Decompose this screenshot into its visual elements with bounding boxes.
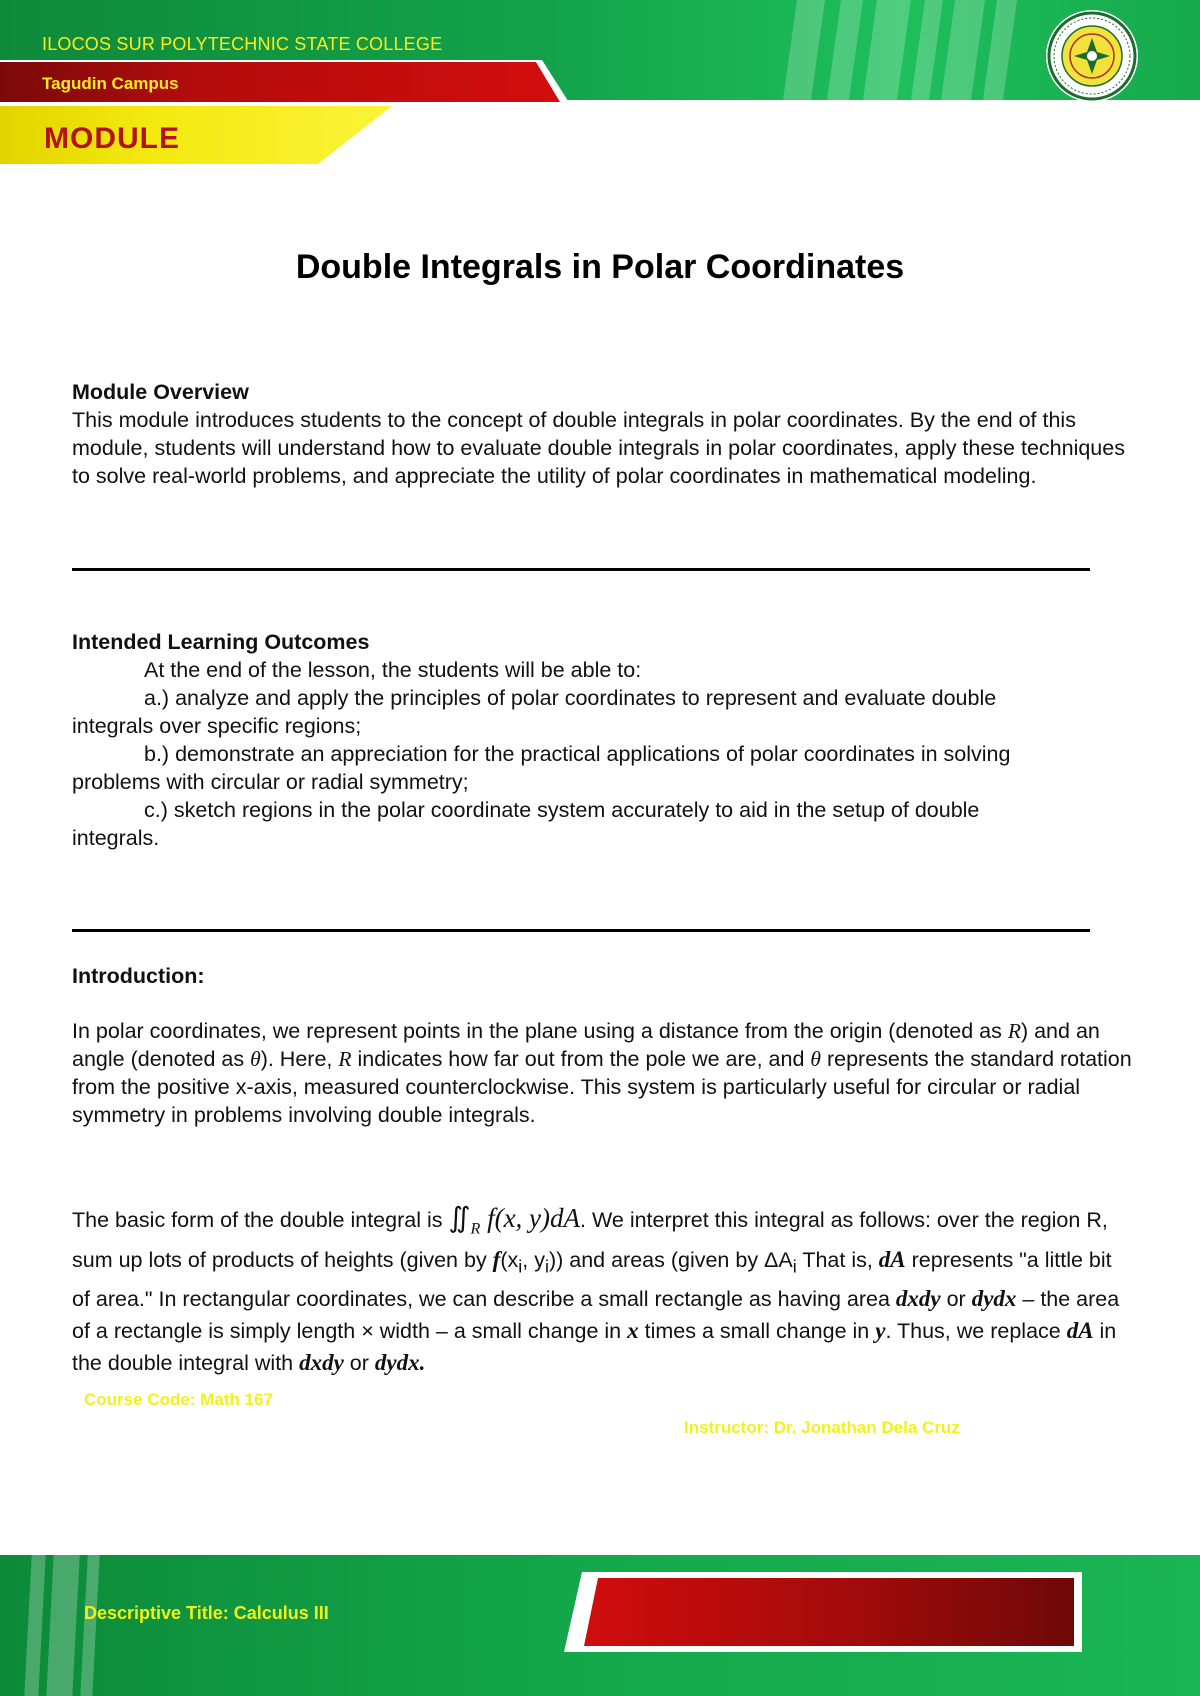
math-symbol-r: R (1007, 1019, 1021, 1043)
footer-stripes (20, 1555, 110, 1696)
introduction-heading: Introduction: (72, 964, 205, 988)
math-dA: dA (878, 1247, 906, 1273)
section-divider (72, 568, 1090, 571)
introduction-paragraph-2 (72, 1203, 1132, 1379)
module-overview-text: This module introduces students to the concept of double integrals in polar coordinates. By the end of this module, students will understand how to evaluate double integrals in polar coordinates, apply these techniques to solve real-world problems, and appreciate the utility of polar coordinates in mathematical modeling. (72, 408, 1125, 488)
math-x: x (627, 1317, 639, 1343)
intro-text: That is, (796, 1248, 879, 1273)
intro-text: times a small change in (638, 1318, 876, 1343)
intro-text: ). Here, (260, 1047, 339, 1071)
intro-text: . Thus, we replace (885, 1318, 1067, 1343)
integral-region-label: R (470, 1220, 481, 1238)
integrand: f(x, y)dA (480, 1203, 581, 1233)
introduction-heading-block (72, 962, 1132, 990)
outcome-item-c-line2: integrals. (72, 826, 160, 850)
intro-text: or (940, 1286, 972, 1311)
subscript-i: i (518, 1256, 523, 1277)
college-name: ILOCOS SUR POLYTECHNIC STATE COLLEGE (42, 34, 443, 54)
math-symbol-f: f (492, 1247, 501, 1273)
intro-text: represents "a little bit of area." In rectangular coordinates, we can describe a small rectangle as having area (72, 1248, 1112, 1311)
module-overview-section (72, 378, 1132, 490)
math-symbol-r: R (338, 1047, 352, 1071)
introduction-paragraph-1 (72, 1017, 1132, 1129)
math-y: y (875, 1317, 886, 1343)
intro-text: . We interpret this integral as follows: over the region R, sum up lots of products of heights (given by (72, 1208, 1108, 1273)
math-symbol-theta: θ (810, 1047, 821, 1071)
intro-text: ) and an angle (denoted as (72, 1019, 1100, 1071)
college-seal-icon (1044, 8, 1140, 104)
outcome-item-a-line1: a.) analyze and apply the principles of polar coordinates to represent and evaluate double (144, 686, 997, 710)
intro-text: represents the standard rotation from the positive x-axis, measured counterclockwise. This system is particularly useful for circular or radial symmetry in problems involving double integrals. (72, 1047, 1132, 1127)
instructor-name: Instructor: Dr. Jonathan Dela Cruz (684, 1418, 960, 1437)
intro-text: (x (500, 1248, 519, 1273)
subscript-i: i (544, 1256, 549, 1277)
subscript-i: i (792, 1256, 797, 1277)
module-overview-heading: Module Overview (72, 380, 249, 404)
math-dA: dA (1066, 1317, 1094, 1343)
double-integral-sign: ∬ (448, 1203, 471, 1234)
module-label: MODULE (44, 122, 180, 155)
intro-text: , y (522, 1248, 545, 1273)
section-divider (72, 929, 1090, 932)
document-title: Double Integrals in Polar Coordinates (295, 248, 905, 286)
outcome-item-c-line1: c.) sketch regions in the polar coordinate system accurately to aid in the setup of double (144, 798, 980, 822)
outcome-item-a-line2: integrals over specific regions; (72, 714, 362, 738)
outcome-item-b-line2: problems with circular or radial symmetry; (72, 770, 469, 794)
outcome-item-b-line1: b.) demonstrate an appreciation for the practical applications of polar coordinates in solving (144, 742, 1011, 766)
math-dxdy: dxdy (895, 1285, 941, 1311)
intro-text: The basic form of the double integral is (72, 1208, 449, 1232)
descriptive-title: Descriptive Title: Calculus III (84, 1603, 329, 1623)
intro-text: In polar coordinates, we represent points in the plane using a distance from the origin (denoted as (72, 1019, 1008, 1043)
learning-outcomes-heading: Intended Learning Outcomes (72, 630, 370, 654)
intro-text: – the area of a rectangle is simply length × width – a small change in (72, 1286, 1120, 1343)
math-dydx: dydx (971, 1285, 1017, 1311)
learning-outcomes-lead: At the end of the lesson, the students will be able to: (144, 658, 642, 682)
intro-text: in the double integral with (72, 1318, 1117, 1375)
intro-text: or (343, 1350, 375, 1375)
campus-name: Tagudin Campus (42, 74, 179, 93)
math-symbol-theta: θ (250, 1047, 261, 1071)
intro-text: indicates how far out from the pole we are, and (351, 1047, 811, 1071)
double-integral-expression (448, 1203, 581, 1238)
header-stripes (790, 0, 1030, 100)
footer-red-panel (584, 1578, 1074, 1646)
intro-text: )) and areas (given by ΔA (548, 1248, 793, 1273)
learning-outcomes-section (72, 628, 1132, 852)
course-code: Course Code: Math 167 (84, 1390, 273, 1409)
math-dxdy: dxdy (299, 1349, 344, 1375)
math-dydx: dydx. (374, 1349, 426, 1375)
